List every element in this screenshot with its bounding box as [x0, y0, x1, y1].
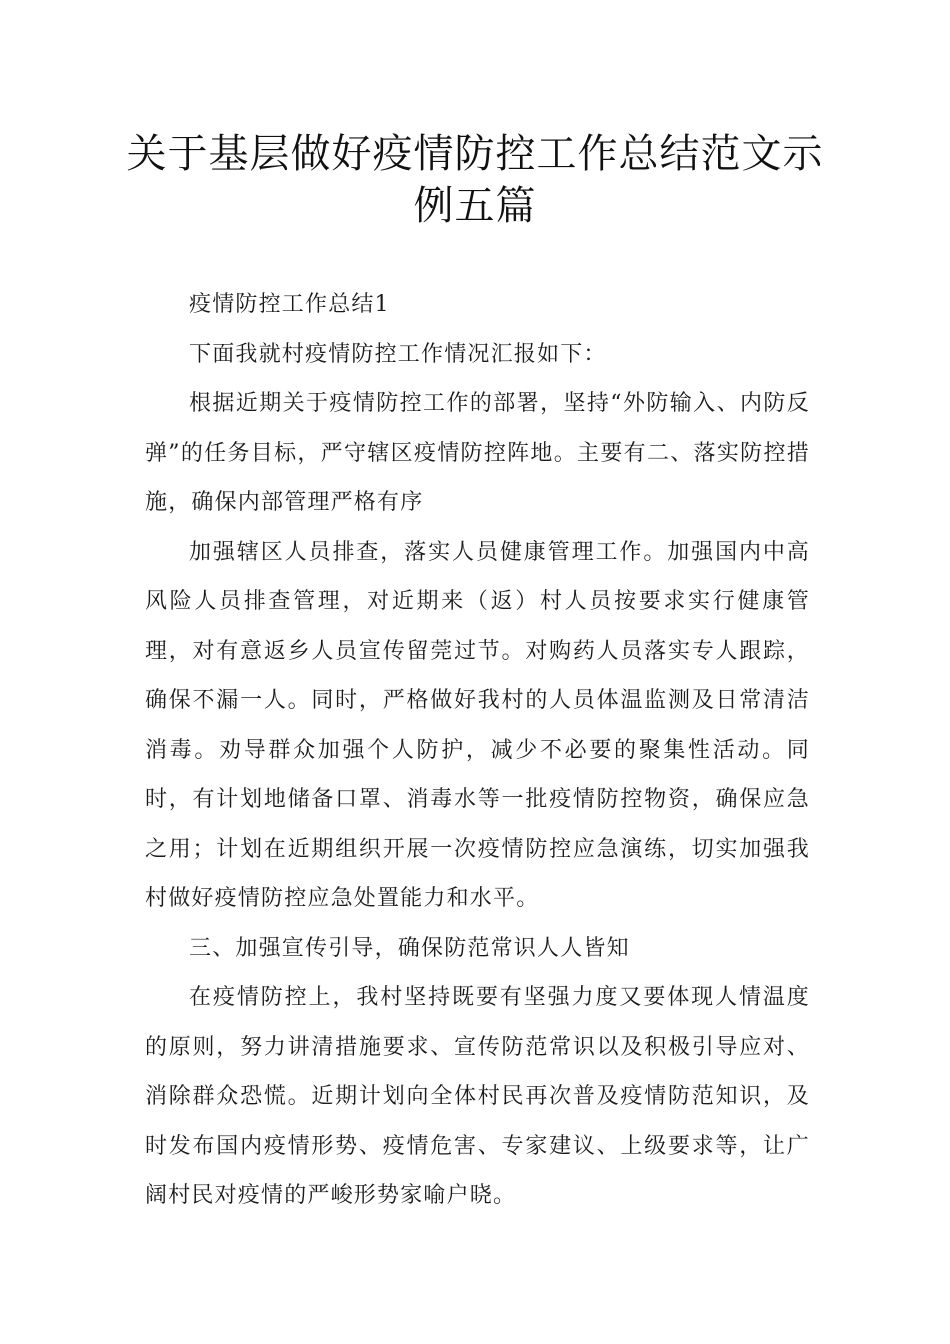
body-paragraph-3: 在疫情防控上，我村坚持既要有坚强力度又要体现人情温度的原则，努力讲清措施要求、宣传防范常识以及积极引导应对、消除群众恐慌。近期计划向全体村民再次普及疫情防范知识，及时发布国内疫情形势、疫情危害、专家建议、上级要求等，让广阔村民对疫情的严峻形势家喻户晓。	[145, 985, 810, 1208]
body-paragraph-1: 根据近期关于疫情防控工作的部署，坚持“外防输入、内防反弹”的任务目标，严守辖区疫情防控阵地。主要有二、落实防控措施，确保内部管理严格有序	[145, 391, 810, 515]
document-title: 关于基层做好疫情防控工作总结范文示例五篇	[126, 131, 824, 229]
intro-paragraph: 下面我就村疫情防控工作情况汇报如下：	[189, 341, 607, 367]
document-body	[145, 280, 810, 1221]
body-paragraph-2: 加强辖区人员排查，落实人员健康管理工作。加强国内中高风险人员排查管理，对近期来（返）村人员按要求实行健康管理，对有意返乡人员宣传留莞过节。对购药人员落实专人跟踪，确保不漏一人。同时，严格做好我村的人员体温监测及日常清洁消毒。劝导群众加强个人防护，减少不必要的聚集性活动。同时，有计划地储备口罩、消毒水等一批疫情防控物资，确保应急之用；计划在近期组织开展一次疫情防控应急演练，切实加强我村做好疫情防控应急处置能力和水平。	[145, 539, 810, 911]
section-heading-3: 三、加强宣传引导，确保防范常识人人皆知	[189, 935, 630, 961]
section-heading-1: 疫情防控工作总结1	[189, 292, 390, 317]
